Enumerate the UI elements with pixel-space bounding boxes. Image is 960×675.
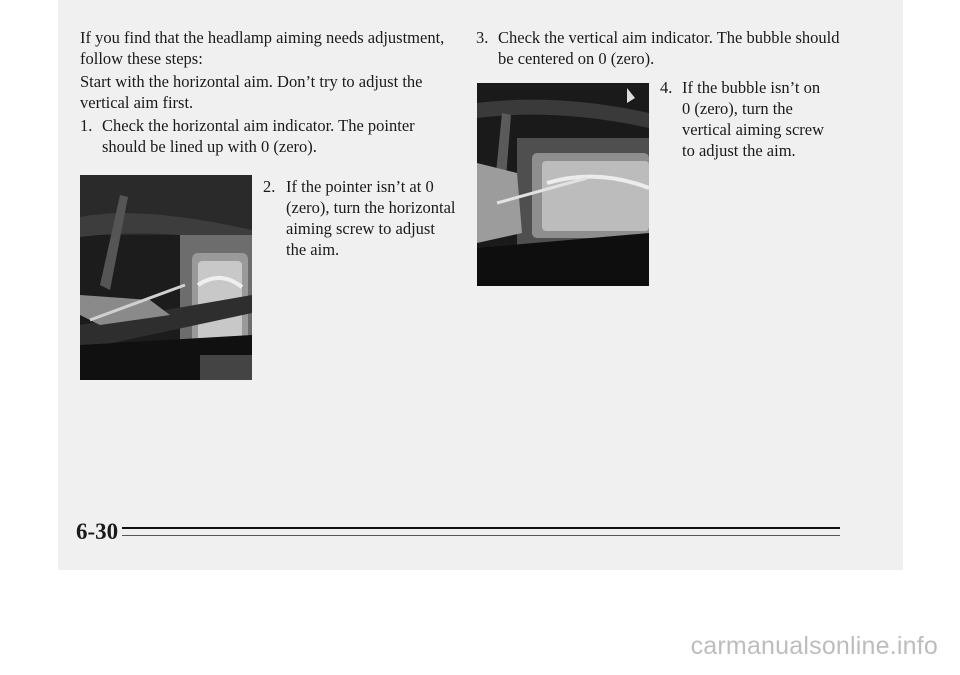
step-1-text: Check the horizontal aim indicator. The pointer should be lined up with 0 (zero). xyxy=(102,116,415,156)
vertical-aim-illustration xyxy=(477,83,649,286)
step-3-number: 3. xyxy=(476,28,489,47)
horizontal-aim-photo xyxy=(80,175,252,380)
footer-rule-top xyxy=(122,527,840,529)
step-2-text: If the pointer isn’t at 0 (zero), turn the horizontal aiming screw to adjust the aim. xyxy=(286,177,456,259)
horizontal-first-paragraph: Start with the horizontal aim. Don’t try to adjust the vertical aim first. xyxy=(80,72,423,112)
horizontal-aim-illustration xyxy=(80,175,252,380)
footer-rule-bottom xyxy=(122,535,840,536)
step-4-text: If the bubble isn’t on 0 (zero), turn the vertical aiming screw to adjust the aim. xyxy=(682,78,825,160)
step-2-number: 2. xyxy=(263,177,276,196)
step-1-number: 1. xyxy=(80,116,93,135)
step-3-text: Check the vertical aim indicator. The bubble should be centered on 0 (zero). xyxy=(498,28,840,68)
vertical-aim-photo xyxy=(477,83,649,286)
intro-paragraph: If you find that the headlamp aiming needs adjustment, follow these steps: xyxy=(80,28,445,68)
page-number: 6-30 xyxy=(76,519,119,544)
watermark: carmanualsonline.info xyxy=(690,632,938,660)
step-4-number: 4. xyxy=(660,78,673,97)
